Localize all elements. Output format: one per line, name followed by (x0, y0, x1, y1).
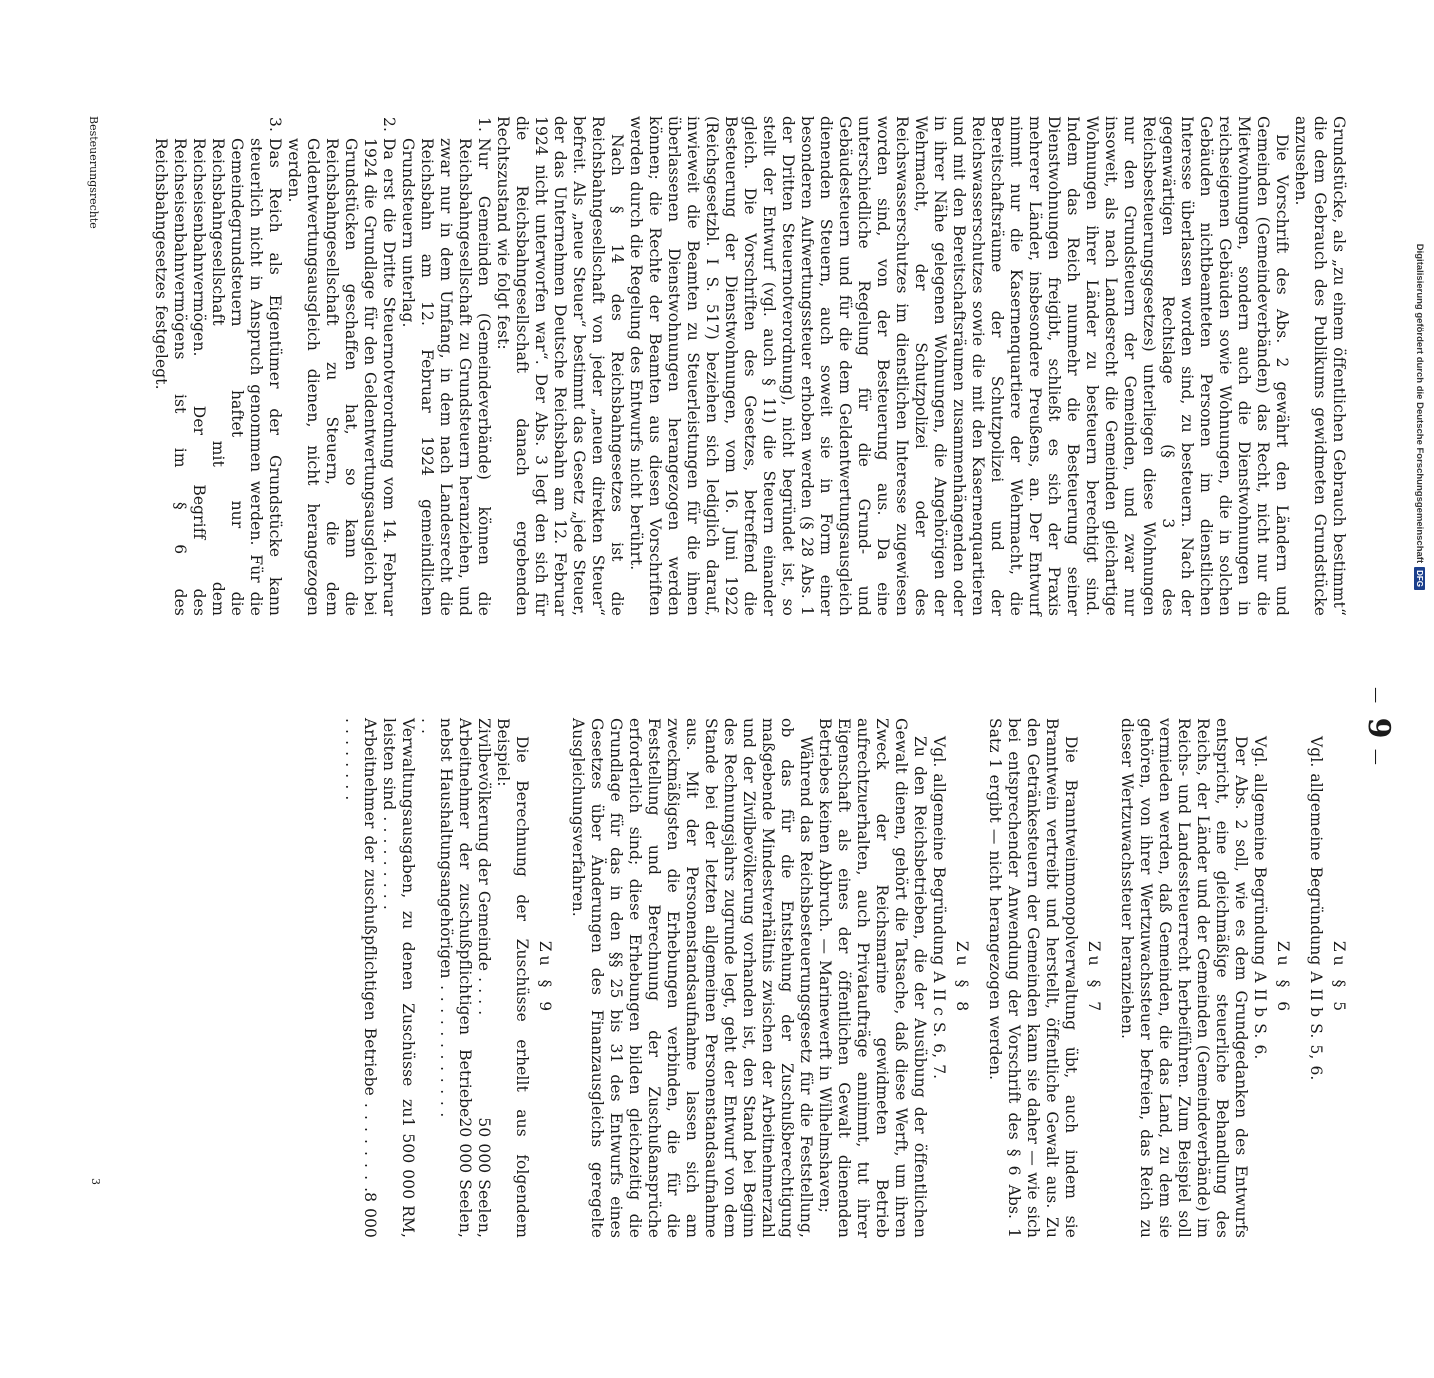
section-6-ref: Vgl. allgemeine Begründung A II b S. 6. (1251, 736, 1269, 1060)
row-value: 1 500 000 RM, (399, 1117, 417, 1238)
left-paragraph-1: Grundstücke, als „zu einem öffentlichen Gebrauch bestimmt“ die dem Gebrauch des Publikums gewidmeten Grundstücke anzusehen. (1292, 116, 1348, 616)
footer-note: Besteuerungsrechte (87, 116, 100, 229)
list-item: 1. Nur Gemeinden (Gemeindeverbände) können die Reichsbahngesellschaft zu Grundsteuern heranziehen, und zwar nur in dem Umfang, in dem nach Landesrecht die Reichsbahn am 12. Februar 1924 gemeindlichen Grundsteuern unterlag. (398, 138, 493, 616)
table-row (474, 718, 493, 1238)
section-heading-6: Zu § 6 (1274, 940, 1292, 1016)
section-8-paragraph-2: Während das Reichsbesteuerungsgesetz für die Feststellung, ob das für die Entstehung der Zuschußberechtigung maßgebende Mindestverhältnis zwischen der Arbeitnehmerzahl und der Zivilbevölkerung vorhanden ist, den Stand bei Beginn des Rechnungsjahrs zugrunde legt, geht der Entwurf von dem Stande bei der letzten allgemeinen Personenstandsaufnahme aus. Mit der Personenstandsaufnahme lassen sich am zweckmäßigsten die Erhebungen verbinden, die für die Feststellung und Berechnung der Zuschußansprüche erforderlich sind; diese Erhebungen bilden gleichzeitig die Grundlage für das in den §§ 25 bis 31 des Entwurfs eines Gesetzes über Änderungen des Finanzausgleichs geregelte Ausgleichungsverfahren. (569, 718, 815, 1238)
row-label: Arbeitnehmer der zuschußpflichtigen Betriebe nebst Haushaltungsangehörigen . . . . . . . . . . . . . . (418, 718, 474, 1118)
section-8-paragraph-1: Zu den Reichsbetrieben, die der Ausübung der öffentlichen Gewalt dienen, gehört die Tatsache, daß diese Werft, um ihren Zweck der Reichsmarine gewidmeten Betrieb aufrechtzuerhalten, auch Privataufträge annimmt, tut ihrer Eigenschaft als eines der öffentlichen Gewalt dienenden Betriebes keinen Abbruch. — Marinewerft in Wilhelmshaven; (816, 718, 929, 1238)
example-table (341, 718, 493, 1238)
digitization-credit (1410, 10, 1430, 590)
section-6-text: Der Abs. 2 soll, wie es dem Grundgedanken des Entwurfs entspricht, eine gleichmäßige steuerliche Behandlung des Reichs, der Länder und der Gemeinden (Gemeindeverbände) im Reichs- und Landessteuerrecht herbeiführen. Zum Beispiel soll vermieden werden, daß Gemeinden, die das Land, zu dem sie gehören, von ihrer Wertzuwachssteuer befreien, das Reich zu dieser Wertzuwachssteuer heranziehen. (1118, 718, 1250, 1238)
page-number: 9 (1361, 717, 1396, 739)
list-item: 3. Das Reich als Eigentümer der Grundstücke kann steuerlich nicht in Anspruch genommen werden. Für die Gemeindegrundsteuern haftet nur die Reichsbahngesellschaft mit dem Reichseisenbahnvermögen. Der Begriff des Reichseisenbahnvermögens ist im § 6 des Reichsbahngesetzes festgelegt. (151, 138, 284, 616)
dfg-logo: DFG (1415, 567, 1426, 590)
table-row (379, 718, 417, 1238)
row-value: 8 000 (361, 1192, 379, 1238)
table-row (417, 718, 474, 1238)
section-5-text: Vgl. allgemeine Begründung A II b S. 5, 6. (1307, 736, 1325, 1081)
row-label: Verwaltungsausgaben, zu denen Zuschüsse zu leisten sind . . . . . . . . . (380, 718, 417, 1118)
section-heading-7: Zu § 7 (1085, 940, 1103, 1016)
legal-status-list (151, 116, 493, 616)
row-label: Zivilbevölkerung der Gemeinde . . . . (475, 718, 493, 1016)
section-9-intro: Die Berechnung der Zuschüsse erhellt aus folgendem Beispiel: (494, 718, 531, 1238)
section-7-text: Die Branntweinmonopolverwaltung übt, auch indem sie Branntwein vertreibt und herstellt, öffentliche Gewalt aus. Zu den Getränkesteuern der Gemeinden kann sie daher — wie sich bei entsprechender Anwendung der Vorschrift des § 6 Abs. 1 Satz 1 ergibt — nicht herangezogen werden. (986, 718, 1080, 1238)
header-dash-left: — (1367, 687, 1387, 708)
row-value: 50 000 Seelen, (475, 1117, 493, 1238)
header-dash-right: — (1367, 748, 1387, 769)
table-row (341, 718, 379, 1238)
section-heading-8: Zu § 8 (953, 940, 971, 1016)
row-label: Arbeitnehmer der zuschußpflichtigen Betriebe . . . . . . . . . . . . . . . . (342, 718, 379, 1193)
signature-mark: 3 (89, 1178, 102, 1185)
section-heading-5: Zu § 5 (1330, 940, 1348, 1016)
left-paragraph-3: Nach § 14 des Reichsbahngesetzes ist die Reichsbahngesellschaft von jeder „neuen direkten Steuer“ befreit. Als „neue Steuer“ bestimmt das Gesetz „jede Steuer, der das Unternehmen Deutsche Reichsbahn am 12. Februar 1924 nicht unterworfen war“. Der Abs. 3 legt den sich für die Reichsbahngesellschaft danach ergebenden Rechtszustand wie folgt fest: (494, 116, 626, 616)
left-column (151, 116, 1348, 616)
row-value: 20 000 Seelen, (456, 1117, 474, 1238)
section-heading-9: Zu § 9 (536, 940, 554, 1016)
section-8-ref: Vgl. allgemeine Begründung A II c S. 6, 7. (930, 736, 948, 1080)
scanned-page (50, 18, 1396, 1378)
digitization-credit-strip (1410, 10, 1430, 590)
left-paragraph-2: Die Vorschrift des Abs. 2 gewährt den Ländern und Gemeinden (Gemeindeverbänden) das Recht, nicht nur die Mietwohnungen, sondern auch die Dienstwohnungen in reichseigenen Gebäuden sowie Wohnungen, die in solchen Gebäuden nichtbeamteten Personen im dienstlichen Interesse überlassen worden sind, zu besteuern. Nach der gegenwärtigen Rechtslage (§ 3 des Reichsbesteuerungsgesetzes) unterliegen diese Wohnungen nur den Grundsteuern der Gemeinden, und zwar nur insoweit, als nach Landesrecht die Gemeinden gleichartige Wohnungen ihrer Länder zu besteuern berechtigt sind. Indem das Reich nunmehr die Besteuerung seiner Dienstwohnungen freigibt, schließt es sich der Praxis mehrerer Länder, insbesondere Preußens, an. Der Entwurf nimmt nur die Kasernenquartiere der Wehrmacht, die Bereitschaftsräume der Schutzpolizei und der Reichswasserschutzes sowie die mit den Kasernenquartieren und mit den Bereitschaftsräumen zusammenhängenden oder in ihrer Nähe gelegenen Wohnungen, die Angehörigen der Wehrmacht, der Schutzpolizei oder des Reichswasserschutzes im dienstlichen Interesse zugewiesen worden sind, von der Besteuerung aus. Da eine unterschiedliche Regelung für die Grund- und Gebäudesteuern und für die dem Geldentwertungsausgleich dienenden Steuern, auch soweit sie in Form einer besonderen Aufwertungssteuer erhoben werden (§ 28 Abs. 1 der Dritten Steuernotverordnung), nicht begründet ist, so stellt der Entwurf (vgl. auch § 11) die Steuern einander gleich. Die Vorschriften des Gesetzes, betreffend die Besteuerung der Dienstwohnungen, vom 16. Juni 1922 (Reichsgesetzbl. I S. 517) beziehen sich lediglich darauf, inwieweit die Beamten zu Steuerleistungen für die ihnen überlassenen Dienstwohnungen herangezogen werden können; die Rechte der Beamten aus diesen Vorschriften werden durch die Regelung des Entwurfs nicht berührt. (627, 116, 1291, 616)
page-content (50, 18, 1410, 1238)
credit-text: Digitalisierung gefördert durch die Deutsche Forschungsgemeinschaft (1414, 243, 1426, 564)
right-column (341, 718, 1348, 1238)
page-header (1361, 578, 1396, 878)
list-item: 2. Da erst die Dritte Steuernotverordnung vom 14. Februar 1924 die Grundlage für den Geldentwertungsausgleich bei Grundstücken geschaffen hat, so kann die Reichsbahngesellschaft zu Steuern, die dem Geldentwertungsausgleich dienen, nicht herangezogen werden. (284, 138, 398, 616)
